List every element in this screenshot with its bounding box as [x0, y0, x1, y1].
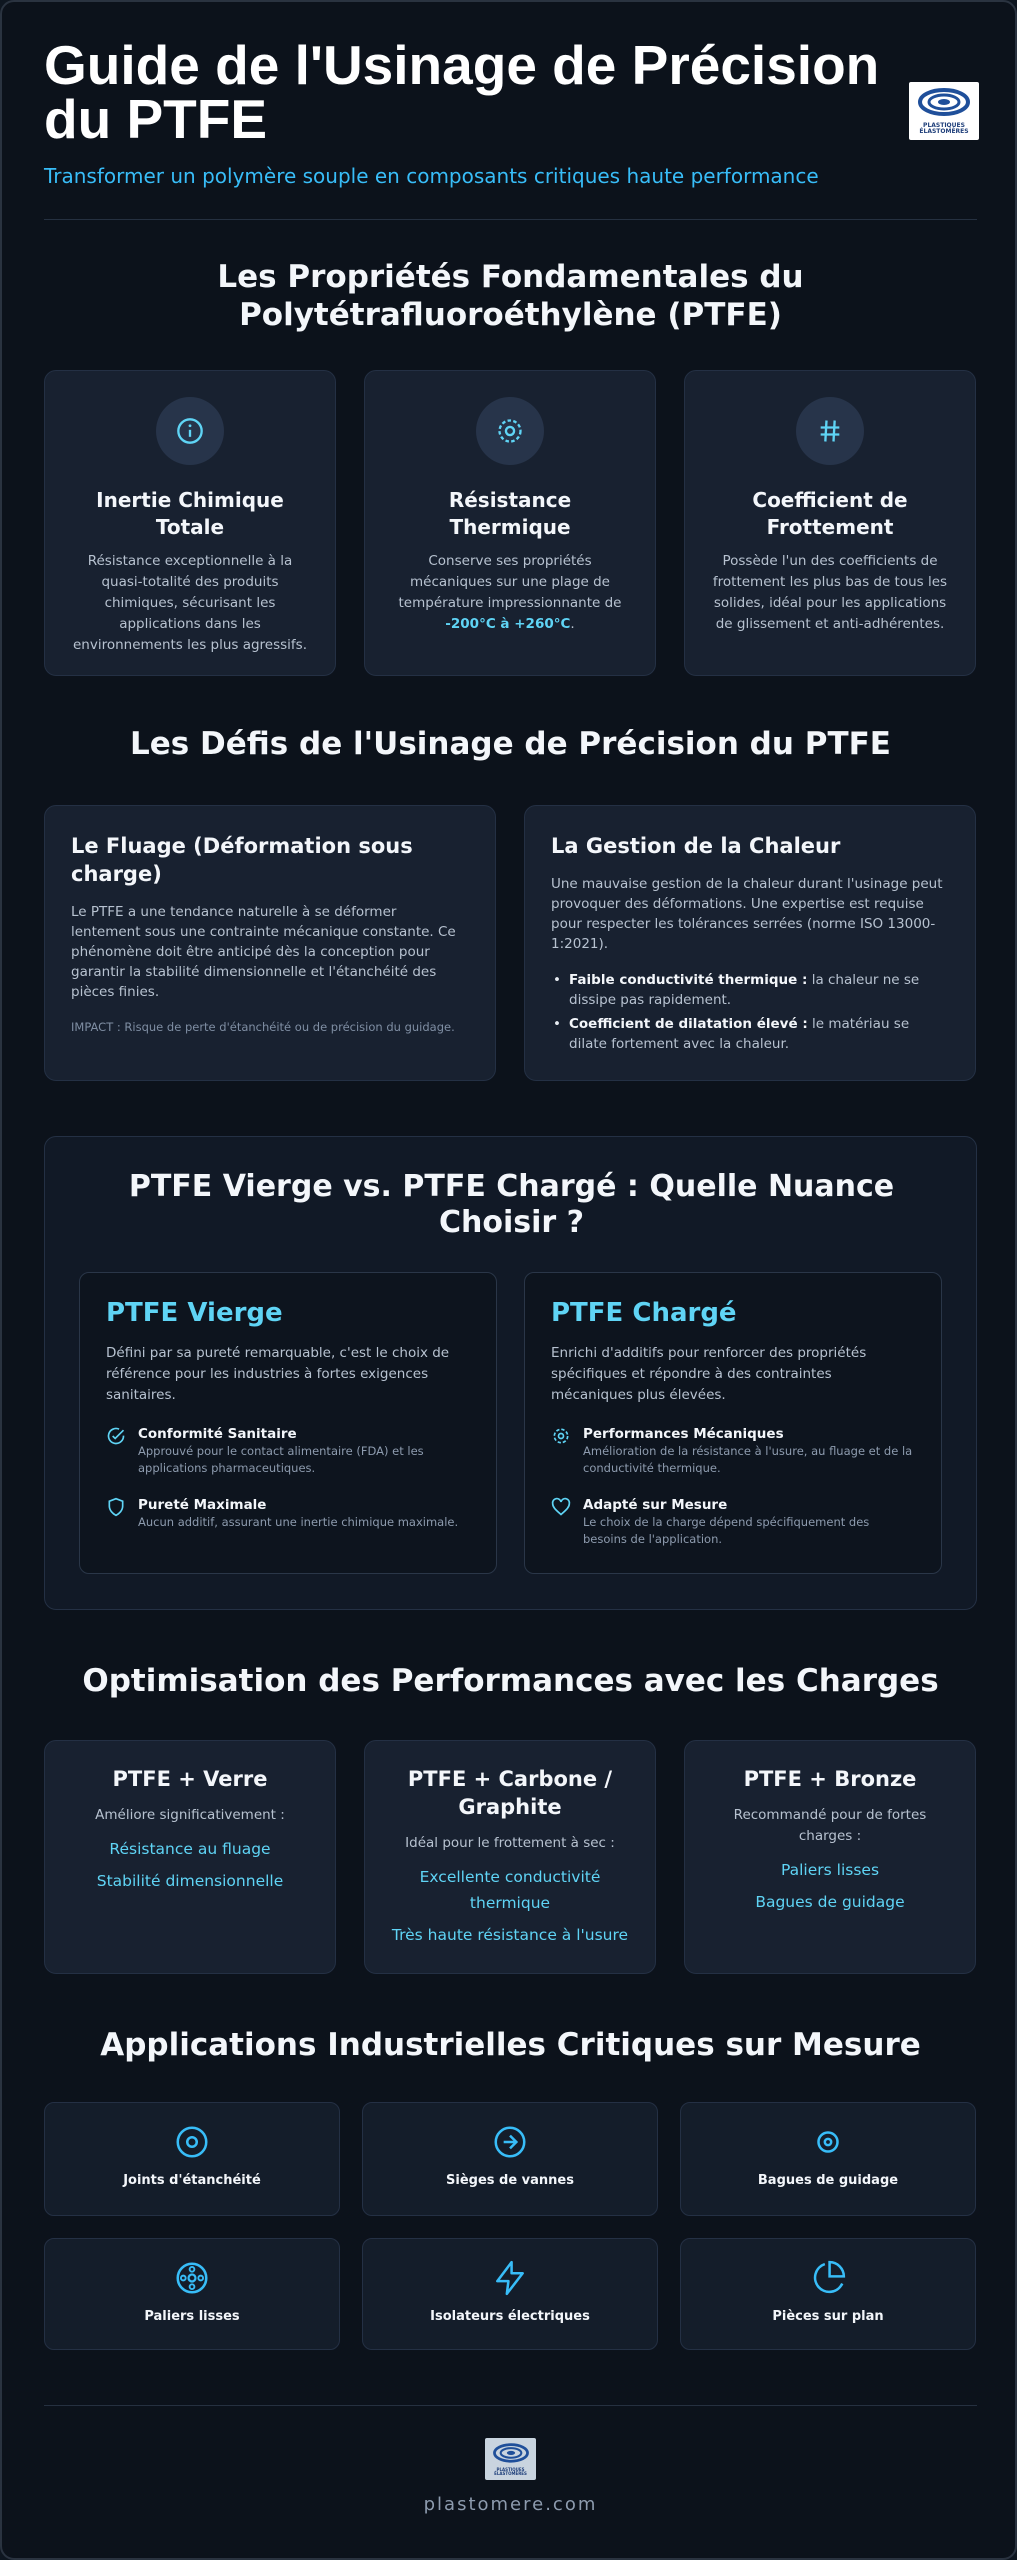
card-text: Enrichi d'additifs pour renforcer des propriétés spécifiques et répondre à des contraintes mécaniques plus élevées. — [551, 1345, 867, 1403]
property-card-friction — [684, 370, 976, 676]
card-text: Défini par sa pureté remarquable, c'est le choix de référence pour les industries à fortes exigences sanitaires. — [106, 1345, 450, 1403]
card-intro: Améliore significativement : — [95, 1807, 285, 1823]
property-card-chemical — [44, 370, 336, 676]
applications-heading: Applications Industrielles Critiques sur Mesure — [100, 2027, 921, 2063]
feature-text: Approuvé pour le contact alimentaire (FDA) et les applications pharmaceutiques. — [138, 1444, 424, 1475]
temperature-range: -200°C à +260°C — [445, 616, 571, 632]
shield-icon — [106, 1497, 126, 1517]
application-label: Isolateurs électriques — [430, 2309, 590, 2324]
application-custom-parts — [680, 2238, 976, 2350]
icon-badge — [476, 397, 544, 465]
header — [44, 34, 979, 188]
bullet-bold: Faible conductivité thermique : — [569, 972, 808, 988]
feature-title: Conformité Sanitaire — [138, 1426, 297, 1442]
benefit-item: Stabilité dimensionnelle — [96, 1872, 284, 1890]
card-text: Possède l'un des coefficients de frottement les plus bas de tous les solides, idéal pour les applications de glissement et anti-adhérentes. — [712, 553, 948, 632]
feature-item — [106, 1497, 470, 1531]
challenge-card-heat — [524, 805, 976, 1081]
divider — [44, 219, 977, 220]
thermometer-gear-icon — [496, 417, 524, 445]
feature-title: Adapté sur Mesure — [583, 1497, 728, 1513]
check-circle-icon — [106, 1426, 126, 1446]
application-label: Bagues de guidage — [757, 2173, 899, 2188]
card-intro: Idéal pour le frottement à sec : — [405, 1835, 615, 1851]
feature-item — [551, 1426, 915, 1477]
card-text-part: Conserve ses propriétés mécaniques sur une plage de température impressionnante de — [398, 553, 622, 611]
card-text: Une mauvaise gestion de la chaleur durant l'usinage peut provoquer des déformations. Une expertise est requise pour respecter les tolérances serrées (norme ISO 13000-1:2021). — [551, 876, 943, 952]
virgin-ptfe-card — [79, 1272, 497, 1574]
feature-text: Amélioration de la résistance à l'usure, au fluage et de la conductivité thermique. — [583, 1444, 913, 1475]
benefit-item: Bagues de guidage — [755, 1893, 905, 1911]
challenge-card-creep — [44, 805, 496, 1081]
feature-body — [583, 1497, 915, 1548]
card-title: PTFE + Bronze — [743, 1767, 917, 1791]
card-title: Résistance Thermique — [448, 488, 572, 539]
bullet-list — [551, 970, 949, 1054]
feature-body — [138, 1426, 470, 1477]
application-insulators — [362, 2238, 658, 2350]
optimisation-heading: Optimisation des Performances avec les Charges — [82, 1663, 939, 1699]
feature-title: Pureté Maximale — [138, 1497, 267, 1513]
bearing-icon — [173, 2259, 211, 2297]
versus-heading: PTFE Vierge vs. PTFE Chargé : Quelle Nuance Choisir ? — [128, 1169, 895, 1240]
gear-icon — [551, 1426, 571, 1446]
divider — [44, 2405, 977, 2406]
card-title: PTFE Chargé — [551, 1298, 737, 1328]
properties-heading: Les Propriétés Fondamentales du Polytétrafluoroéthylène (PTFE) — [217, 259, 804, 333]
bullet-text: le matériau se dilate fortement avec la chaleur. — [569, 1016, 910, 1052]
icon-badge — [156, 397, 224, 465]
card-text-part: . — [570, 616, 575, 632]
card-text — [365, 551, 655, 635]
card-title: PTFE + Verre — [112, 1767, 268, 1791]
feature-item — [551, 1497, 915, 1548]
feature-item — [106, 1426, 470, 1477]
footer-site-link[interactable]: plastomere.com — [423, 2494, 598, 2515]
card-intro: Recommandé pour de fortes charges : — [733, 1807, 927, 1844]
benefit-item: Très haute résistance à l'usure — [391, 1926, 629, 1944]
logo-text: PLASTIQUES ÉLASTOMÈRES — [919, 122, 969, 135]
pie-chart-icon — [809, 2259, 847, 2297]
filler-card-bronze — [684, 1740, 976, 1974]
application-bearings — [44, 2238, 340, 2350]
list-item — [551, 1014, 949, 1054]
page-title: Guide de l'Usinage de Précision du PTFE — [44, 34, 880, 150]
bullet-text: la chaleur ne se dissipe pas rapidement. — [569, 972, 920, 1008]
application-bushings — [680, 2102, 976, 2216]
heart-icon — [551, 1497, 571, 1517]
application-label: Sièges de vannes — [446, 2173, 574, 2188]
lightning-icon — [491, 2259, 529, 2297]
impact-note: IMPACT : Risque de perte d'étanchéité ou de précision du guidage. — [71, 1020, 455, 1034]
icon-badge — [796, 397, 864, 465]
info-icon — [176, 417, 204, 445]
hash-icon — [816, 417, 844, 445]
card-text: Résistance exceptionnelle à la quasi-totalité des produits chimiques, sécurisant les applications dans les environnements les plus agressifs. — [72, 553, 308, 653]
feature-body — [583, 1426, 915, 1477]
card-title: Inertie Chimique Totale — [96, 488, 284, 539]
application-valve-seats — [362, 2102, 658, 2216]
footer-logo — [485, 2438, 536, 2480]
filled-ptfe-card — [524, 1272, 942, 1574]
logo-text: PLASTIQUES ÉLASTOMÈRES — [494, 2467, 527, 2476]
logo-mark-icon — [915, 87, 973, 123]
versus-section — [44, 1136, 977, 1610]
application-seals — [44, 2102, 340, 2216]
benefit-item: Excellente conductivité thermique — [419, 1868, 601, 1912]
feature-text: Le choix de la charge dépend spécifiquement des besoins de l'application. — [583, 1515, 870, 1546]
card-title: Le Fluage (Déformation sous charge) — [71, 834, 413, 886]
property-card-thermal — [364, 370, 656, 676]
benefit-item: Résistance au fluage — [109, 1840, 271, 1858]
application-label: Joints d'étanchéité — [123, 2173, 261, 2188]
challenges-heading: Les Défis de l'Usinage de Précision du PTFE — [130, 726, 891, 762]
filler-card-glass — [44, 1740, 336, 1974]
bullet-bold: Coefficient de dilatation élevé : — [569, 1016, 808, 1032]
feature-text: Aucun additif, assurant une inertie chimique maximale. — [138, 1515, 459, 1529]
application-label: Pièces sur plan — [772, 2309, 884, 2324]
bushing-icon — [809, 2123, 847, 2161]
company-logo — [909, 82, 979, 140]
application-label: Paliers lisses — [144, 2309, 240, 2324]
benefit-item: Paliers lisses — [780, 1861, 880, 1879]
list-item — [551, 970, 949, 1010]
arrow-circle-icon — [491, 2123, 529, 2161]
card-text: Le PTFE a une tendance naturelle à se déformer lentement sous une contrainte mécanique constante. Ce phénomène doit être anticipé dès la conception pour garantir la stabilité dimensionnelle et l'étanchéité des pièces finies. — [71, 904, 456, 1000]
card-title: La Gestion de la Chaleur — [551, 834, 841, 858]
page-subtitle: Transformer un polymère souple en composants critiques haute performance — [44, 164, 819, 188]
logo-mark-icon — [491, 2442, 531, 2468]
feature-body — [138, 1497, 458, 1531]
feature-title: Performances Mécaniques — [583, 1426, 784, 1442]
card-title: PTFE Vierge — [106, 1298, 283, 1328]
filler-card-carbon — [364, 1740, 656, 1974]
card-title: PTFE + Carbone / Graphite — [407, 1767, 613, 1819]
card-title: Coefficient de Frottement — [752, 488, 908, 539]
ring-icon — [173, 2123, 211, 2161]
